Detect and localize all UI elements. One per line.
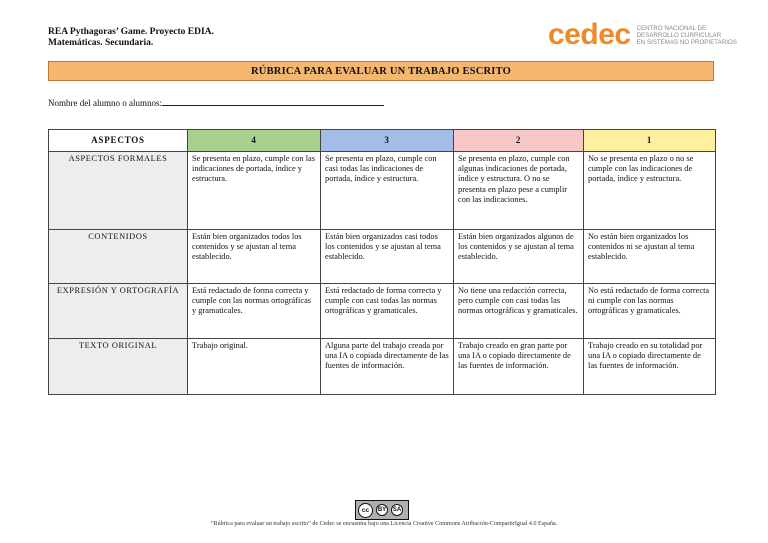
logo-subtitle-line2: DESARROLLO CURRICULAR bbox=[636, 31, 722, 39]
student-name-field[interactable] bbox=[162, 97, 384, 106]
criterion-cell: No está redactado de forma correcta ni cumple con las normas ortográficas y gramaticales. bbox=[584, 284, 716, 339]
criterion-cell: Están bien organizados casi todos los contenidos y se ajustan al tema establecido. bbox=[321, 230, 454, 284]
criterion-cell: No se presenta en plazo o no se cumple con las indicaciones de portada, índice y estructura. bbox=[584, 152, 716, 230]
student-name-line bbox=[48, 97, 384, 108]
aspect-cell: CONTENIDOS bbox=[49, 230, 188, 284]
rubric-row-texto-original bbox=[49, 339, 716, 395]
cc-icon: cc bbox=[358, 503, 373, 518]
rubric-title: RÚBRICA PARA EVALUAR UN TRABAJO ESCRITO bbox=[48, 61, 714, 81]
rubric-row-expresion-ortografia bbox=[49, 284, 716, 339]
header-project-line: REA Pythagoras’ Game. Proyecto EDIA. bbox=[48, 27, 214, 37]
criterion-cell: Trabajo original. bbox=[188, 339, 321, 395]
criterion-cell: No están bien organizados los contenidos ni se ajustan al tema establecido. bbox=[584, 230, 716, 284]
document-header bbox=[48, 27, 214, 49]
header-score-4: 4 bbox=[188, 130, 321, 152]
criterion-cell: Trabajo creado en su totalidad por una IA o copiado directamente de las fuentes de información. bbox=[584, 339, 716, 395]
student-name-label: Nombre del alumno o alumnos: bbox=[48, 98, 162, 108]
creative-commons-badge[interactable] bbox=[355, 500, 409, 520]
logo-wordmark: cedec bbox=[548, 18, 631, 51]
header-score-1: 1 bbox=[584, 130, 716, 152]
criterion-cell: Se presenta en plazo, cumple con casi todas las indicaciones de portada, índice y estructura. bbox=[321, 152, 454, 230]
rubric-header-row bbox=[49, 130, 716, 152]
rubric-row-contenidos bbox=[49, 230, 716, 284]
header-subject-line: Matemáticas. Secundaria. bbox=[48, 38, 154, 48]
cedec-logo bbox=[548, 18, 737, 52]
rubric-row-aspectos-formales bbox=[49, 152, 716, 230]
criterion-cell: Se presenta en plazo, cumple con las indicaciones de portada, índice y estructura. bbox=[188, 152, 321, 230]
criterion-cell: Se presenta en plazo, cumple con algunas indicaciones de portada, índice y estructura. O no se presenta en plazo pese a cumplir con las indicaciones. bbox=[454, 152, 584, 230]
criterion-cell: Trabajo creado en gran parte por una IA o copiado directamente de las fuentes de información. bbox=[454, 339, 584, 395]
criterion-cell: No tiene una redacción correcta, pero cumple con casi todas las normas ortográficas y gramaticales. bbox=[454, 284, 584, 339]
license-footer-text: “Rúbrica para evaluar un trabajo escrito” de Cedec se encuentra bajo una Licencia Creative Commons Atribución-CompartirIgual 4.0 España. bbox=[210, 521, 558, 527]
criterion-cell: Está redactado de forma correcta y cumple con las normas ortográficas y gramaticales. bbox=[188, 284, 321, 339]
share-alike-icon: SA bbox=[391, 504, 403, 516]
logo-subtitle-line3: EN SISTEMAS NO PROPIETARIOS bbox=[636, 38, 737, 46]
header-score-2: 2 bbox=[454, 130, 584, 152]
logo-subtitle bbox=[637, 25, 737, 46]
criterion-cell: Están bien organizados todos los contenidos y se ajustan al tema establecido. bbox=[188, 230, 321, 284]
header-score-3: 3 bbox=[321, 130, 454, 152]
header-aspectos: ASPECTOS bbox=[49, 130, 188, 152]
logo-subtitle-line1: CENTRO NACIONAL DE bbox=[636, 24, 707, 32]
attribution-icon: BY bbox=[376, 504, 388, 516]
rubric-table bbox=[48, 129, 716, 395]
aspect-cell: ASPECTOS FORMALES bbox=[49, 152, 188, 230]
criterion-cell: Están bien organizados algunos de los contenidos y se ajustan al tema establecido. bbox=[454, 230, 584, 284]
aspect-cell: TEXTO ORIGINAL bbox=[49, 339, 188, 395]
criterion-cell: Alguna parte del trabajo creada por una IA o copiada directamente de las fuentes de información. bbox=[321, 339, 454, 395]
criterion-cell: Está redactado de forma correcta y cumple con casi todas las normas ortográficas y gramaticales. bbox=[321, 284, 454, 339]
aspect-cell: EXPRESIÓN Y ORTOGRAFÍA bbox=[49, 284, 188, 339]
